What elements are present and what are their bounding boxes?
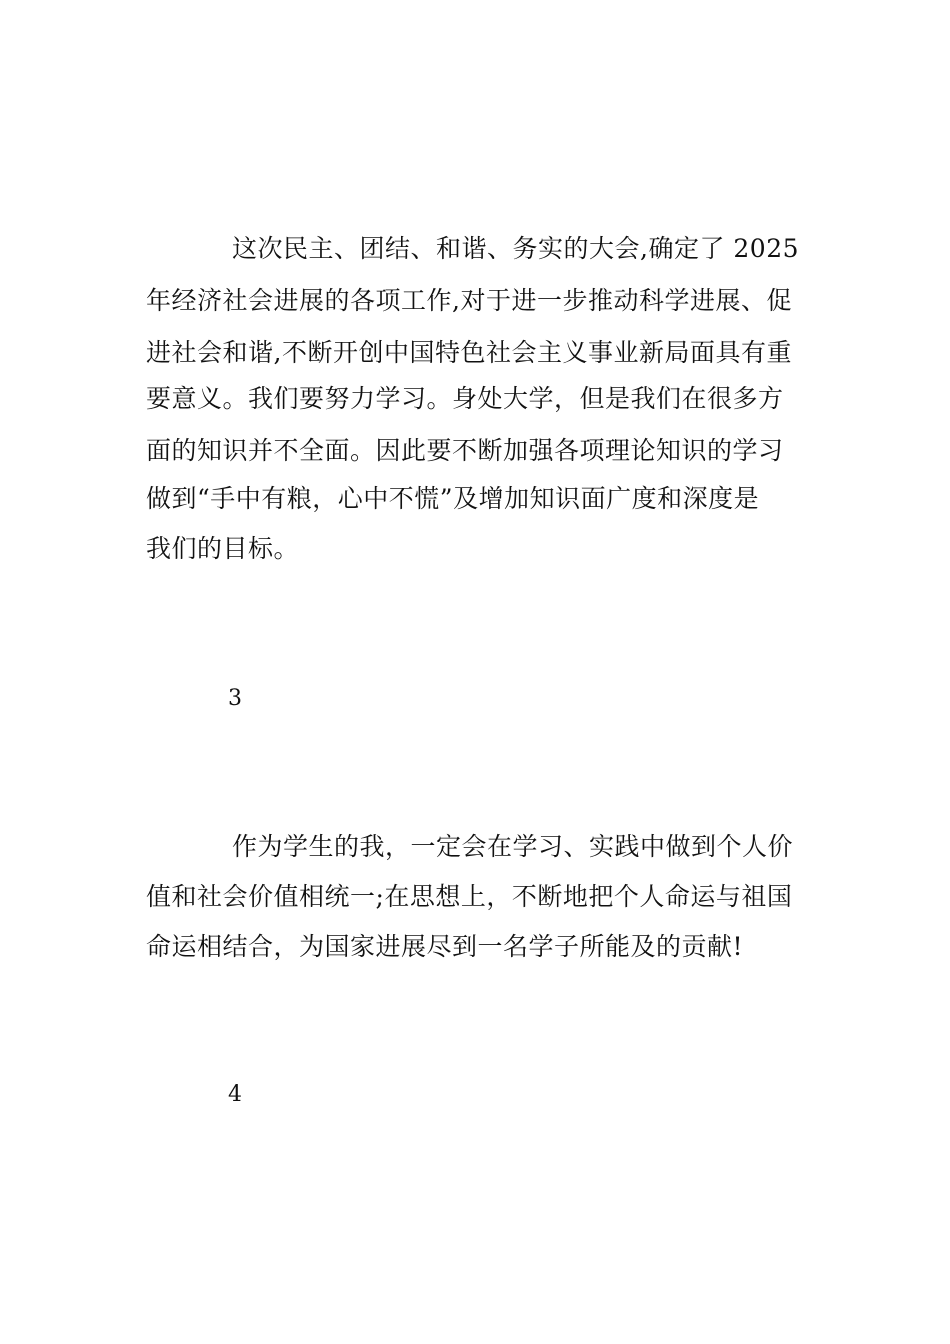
paragraph-line: 这次民主、团结、和谐、务实的大会,确定了 2025 [232, 234, 800, 263]
paragraph-line: 要意义。我们要努力学习。身处大学，但是我们在很多方 [146, 384, 784, 413]
paragraph-line: 做到“手中有粮，心中不慌”及增加知识面广度和深度是 [146, 484, 760, 513]
paragraph-line: 命运相结合，为国家进展尽到一名学子所能及的贡献! [146, 932, 744, 961]
paragraph-line: 进社会和谐,不断开创中国特色社会主义事业新局面具有重 [146, 338, 792, 367]
paragraph-line: 面的知识并不全面。因此要不断加强各项理论知识的学习 [146, 436, 784, 465]
paragraph-line: 值和社会价值相统一;在思想上，不断地把个人命运与祖国 [146, 882, 793, 911]
paragraph-line: 作为学生的我，一定会在学习、实践中做到个人价 [232, 832, 794, 861]
paragraph-line: 我们的目标。 [146, 534, 300, 563]
page-number: 3 [228, 686, 242, 711]
page-number: 4 [228, 1082, 242, 1107]
paragraph-line: 年经济社会进展的各项工作,对于进一步推动科学进展、促 [146, 286, 792, 315]
